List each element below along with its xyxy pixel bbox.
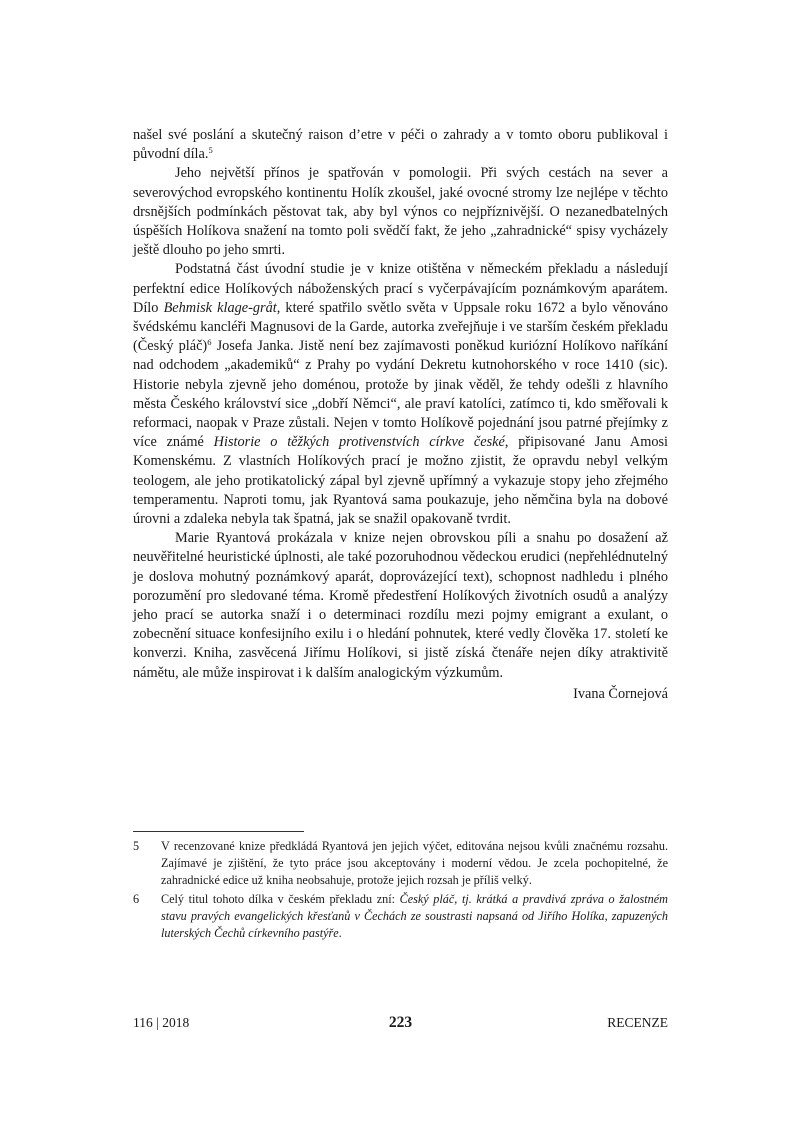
- page-number: 223: [388, 1014, 413, 1031]
- footnote-number: 5: [133, 839, 140, 853]
- text-run: Celý titul tohoto dílka v českém překladu zní:: [161, 891, 400, 906]
- footnotes: [133, 838, 668, 943]
- italic-title: Český pláč, tj. krátká a pravdivá zpráva o žalostném stavu pravých evangelických křesťanů v Čechách ze soustrasti napsaná od Jiřího Holíka, zapuzených luterských Čechů církevního pastýře: [161, 891, 668, 941]
- text-run: Marie Ryantová prokázala v knize nejen obrovskou píli a snahu po dosažení až neuvěřitelné heuristické úplnosti, ale také pozoruhodnou vědeckou erudici (nepřehlédnutelný je doslova mohutný poznámkový aparát, doprovázející text), schopnost nadhledu i plného porozumění pro sledované téma. Kromě předestření Holíkových životních osudů a analýzy jeho prací se autorka snaží i o determinaci rozdílu mezi pojmy emigrant a exulant, o zobecnění situace konfesijního exilu i o hledání pohnutek, které vedly člověka 17. století ke konverzi. Kniha, zasvěcená Jiřímu Holíkovi, si jistě získá čtenáře nejen díky atraktivitě námětu, ale může inspirovat i k dalším analogickým výzkumům.: [133, 530, 668, 681]
- footnote-ref: 5: [208, 145, 213, 156]
- text-run: .: [338, 926, 342, 941]
- italic-title: Historie o těžkých protivenstvích církve české: [213, 434, 505, 451]
- paragraph: [133, 164, 668, 260]
- author-signature: Ivana Čornejová: [573, 685, 668, 702]
- footnote: [133, 838, 668, 890]
- text-run: Josefa Janka. Jistě není bez zajímavosti poněkud kuriózní Holíkovo naříkání nad odchodem „akademiků“ z Prahy po vydání Dekretu kutnohorského v roce 1410 (sic). Historie nebyla zjevně jeho doménou, protože by jinak věděl, že tehdy odešli z hlavního města Českého království sice „dobří Němci“, ale praví katolíci, zatímco ti, kdo směřovali k reformaci, naopak v Praze zůstali. Nejen v tomto Holíkově pojednání jsou patrné přejímky z více známé: [133, 338, 669, 451]
- issue-number: 116 | 2018: [133, 1015, 190, 1030]
- footnote-divider: [133, 831, 304, 832]
- text-run: Jeho největší přínos je spatřován v pomologii. Při svých cestách na sever a severovýchod evropského kontinentu Holík zkoušel, jaké ovocné stromy lze nejlépe v těchto drsnějších podmínkách pěstovat tak, aby byl výnos co nejpříznivější. O nezanedbatelných úspěších Holíkova snažení na tomto poli svědčí fakt, že jeho „zahradnické“ spisy vycházely ještě dlouho po jeho smrti.: [133, 165, 668, 259]
- italic-title: Behmisk klage-gråt: [163, 299, 277, 316]
- page-footer: [133, 1015, 668, 1037]
- text-run: , připisované Janu Amosi Komenskému. Z vlastních Holíkových prací je možno zjistit, že opravdu nebyl velkým teologem, ale jeho protikatolický zápal byl zjevně upřímný a vykazuje stopy jeho zřejmého temperamentu. Naproti tomu, jak Ryantová sama poukazuje, jeho němčina byla na dobové úrovni a zdaleka nebyla tak špatná, jak se snažil opakovaně tvrdit.: [133, 434, 669, 528]
- text-run: , které spatřilo světlo světa v Uppsale roku 1672 a bylo věnováno švédskému kancléři Magnusovi de la Garde, autorka zveřejňuje i ve starším českém překladu (Český pláč): [133, 299, 668, 355]
- section-label: RECENZE: [607, 1015, 668, 1030]
- text-run: Podstatná část úvodní studie je v knize otištěna v německém překladu a následují perfektní edice Holíkových náboženských prací s vyčerpávajícím poznámkovým aparátem. Dílo: [133, 261, 668, 316]
- paragraph: [133, 260, 668, 529]
- footnote-ref: 6: [207, 337, 212, 348]
- footnote-number: 6: [133, 891, 140, 906]
- article-body: [133, 126, 668, 704]
- text-run: V recenzované knize předkládá Ryantová jen jejich výčet, editována nejsou kvůli značnému rozsahu. Zajímavé je zjištění, že tyto práce jsou akceptovány i moderní vědou. Je zcela pochopitelné, že zahradnické edice už kniha neobsahuje, protože jejich rozsah je příliš velký.: [161, 839, 668, 888]
- footnote: [133, 891, 668, 943]
- text-run: našel své poslání a skutečný raison d’etre v péči o zahrady a v tomto oboru publikoval i původní díla.: [133, 127, 668, 163]
- body-text: [133, 126, 668, 683]
- paragraph: [133, 529, 668, 683]
- paragraph: [133, 126, 668, 164]
